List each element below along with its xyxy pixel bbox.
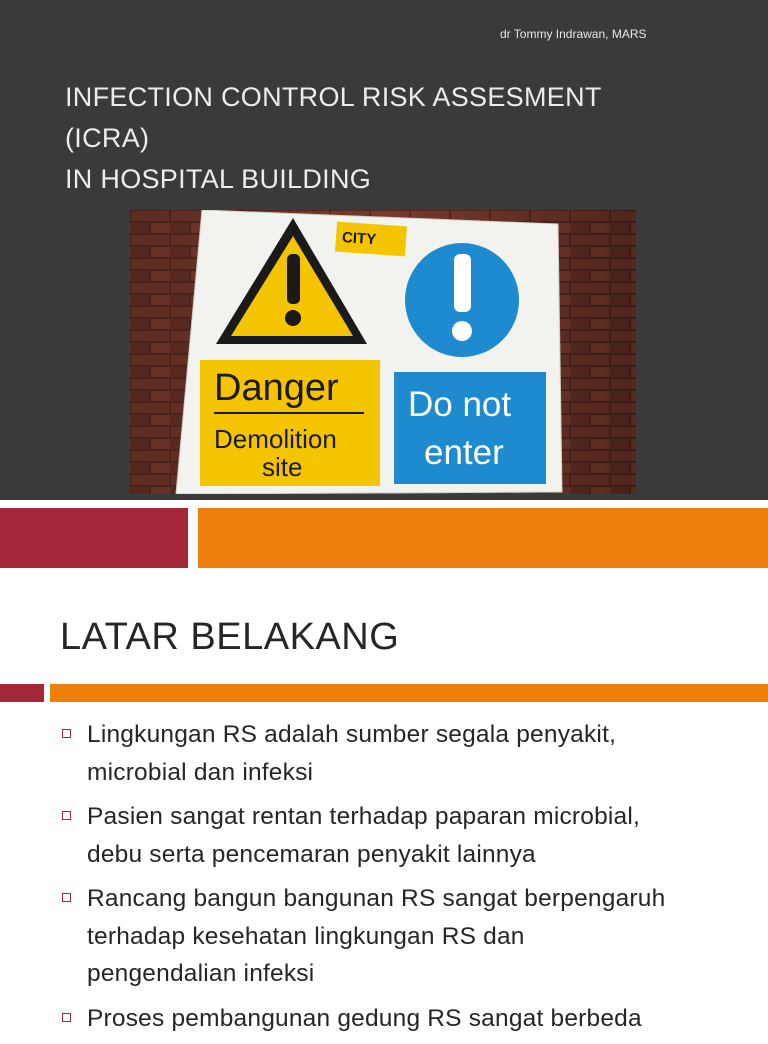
title-underline-red xyxy=(0,684,44,702)
city-sticker xyxy=(335,222,407,257)
title-line-1: INFECTION CONTROL RISK ASSESMENT xyxy=(65,82,602,112)
svg-text:CITY: CITY xyxy=(341,228,377,249)
bullet-square-icon xyxy=(62,893,71,902)
bullet-text-line: Rancang bangun bangunan RS sangat berpengaruh xyxy=(87,885,666,912)
title-line-2: (ICRA) xyxy=(65,123,150,153)
demolition-sign-photo xyxy=(130,210,636,494)
bullet-text-line: terhadap kesehatan lingkungan RS dan xyxy=(87,922,525,950)
svg-text:Do not: Do not xyxy=(408,385,512,424)
bullet-square-icon xyxy=(62,1013,71,1022)
svg-text:site: site xyxy=(262,452,303,482)
section-title: LATAR BELAKANG xyxy=(60,616,400,658)
bullet-item xyxy=(60,880,760,993)
title-line-3: IN HOSPITAL BUILDING xyxy=(65,164,372,194)
bullet-item xyxy=(60,1000,760,1038)
title-underline-orange xyxy=(50,684,768,702)
bullet-text-line: Lingkungan RS adalah sumber segala penyakit, xyxy=(87,721,617,748)
bullet-text-line: Proses pembangunan gedung RS sangat berbeda xyxy=(87,1004,642,1032)
author-name: dr Tommy Indrawan, MARS xyxy=(500,27,647,41)
svg-text:Demolition: Demolition xyxy=(214,424,337,454)
svg-text:Danger: Danger xyxy=(214,367,339,409)
bullet-square-icon xyxy=(62,729,71,738)
accent-band-orange xyxy=(198,508,768,568)
bullet-text-line: Pasien sangat rentan terhadap paparan microbial, xyxy=(87,803,641,830)
slide-title xyxy=(0,0,768,500)
svg-text:enter: enter xyxy=(424,433,504,472)
bullet-item xyxy=(60,798,760,873)
exclamation-circle-icon xyxy=(405,243,519,357)
do-not-enter-panel xyxy=(394,372,546,484)
danger-panel xyxy=(200,360,380,486)
accent-band-red xyxy=(0,508,188,568)
presentation-title xyxy=(65,77,705,200)
bullet-text-line: pengendalian infeksi xyxy=(87,960,315,987)
bullet-text-line: debu serta pencemaran penyakit lainnya xyxy=(87,840,536,868)
bullet-square-icon xyxy=(62,811,71,820)
bullet-text-line: microbial dan infeksi xyxy=(87,758,314,786)
bullet-item xyxy=(60,716,760,791)
bullet-list xyxy=(60,716,760,1044)
